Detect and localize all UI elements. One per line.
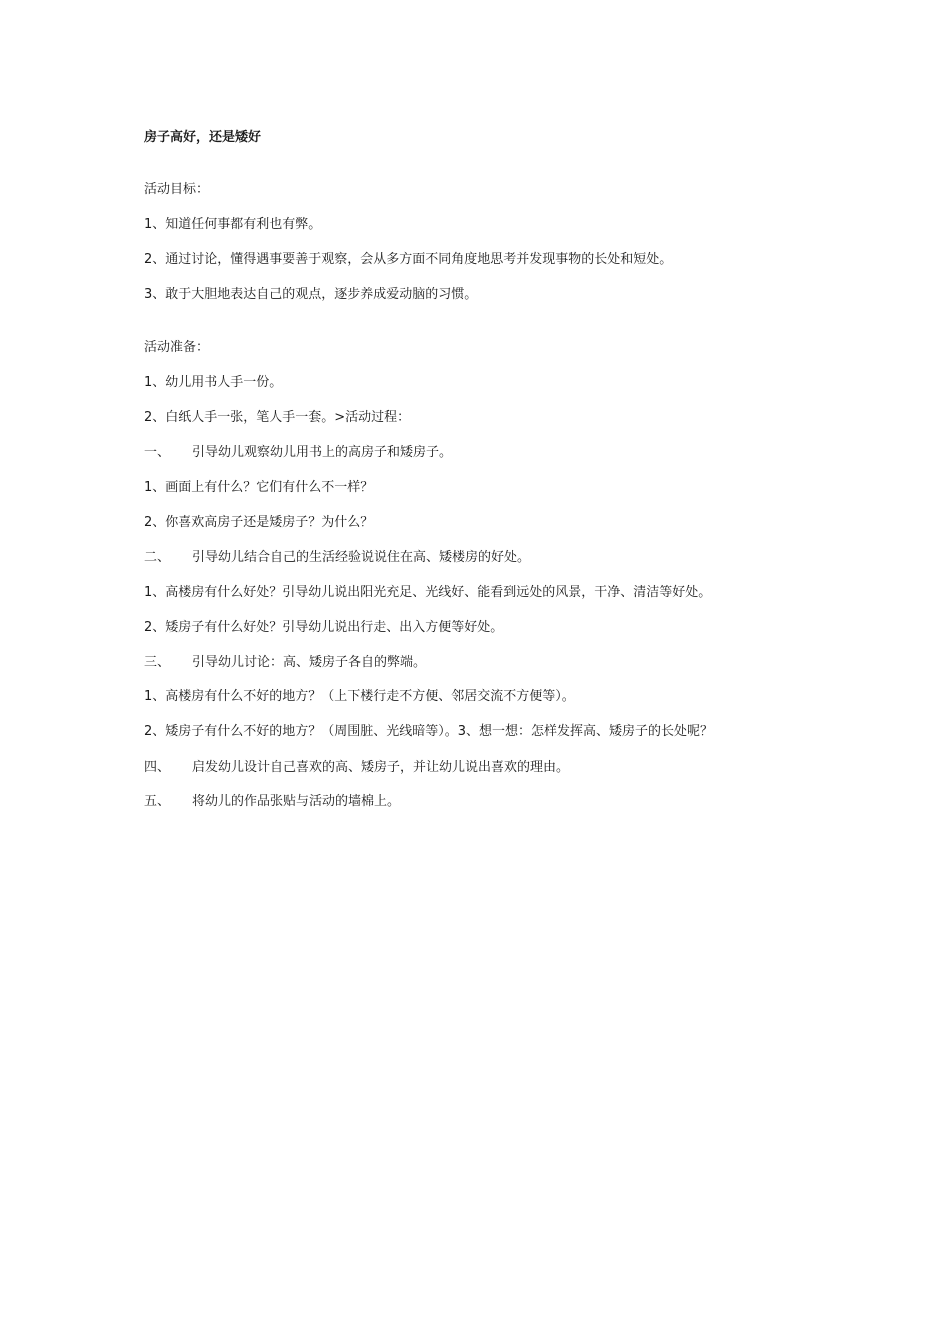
process-step-3 bbox=[144, 654, 426, 672]
preparation-item-1: 1、幼儿用书人手一份。 bbox=[144, 375, 283, 390]
process-substep: 2、矮房子有什么不好的地方？（周围脏、光线暗等）。3、想一想：怎样发挥高、矮房子的长处呢？ bbox=[144, 724, 714, 739]
preparation-heading: 活动准备： bbox=[144, 340, 210, 355]
goals-heading: 活动目标： bbox=[144, 182, 210, 197]
process-step-5 bbox=[144, 793, 400, 811]
goal-item-1: 1、知道任何事都有利也有弊。 bbox=[144, 217, 322, 232]
step-text: 引导幼儿结合自己的生活经验说说住在高、矮楼房的好处。 bbox=[192, 550, 531, 565]
goal-item-3: 3、敢于大胆地表达自己的观点，逐步养成爱动脑的习惯。 bbox=[144, 287, 478, 302]
step-number: 五、 bbox=[144, 794, 171, 809]
step-number: 三、 bbox=[144, 655, 171, 670]
process-step-4 bbox=[144, 759, 569, 777]
step-text: 引导幼儿观察幼儿用书上的高房子和矮房子。 bbox=[192, 445, 453, 460]
process-step-1 bbox=[144, 444, 452, 462]
step-number: 一、 bbox=[144, 445, 171, 460]
process-substep: 2、你喜欢高房子还是矮房子？为什么？ bbox=[144, 515, 374, 530]
process-substep: 1、高楼房有什么不好的地方？（上下楼行走不方便、邻居交流不方便等）。 bbox=[144, 689, 575, 704]
step-text: 引导幼儿讨论：高、矮房子各自的弊端。 bbox=[192, 655, 427, 670]
step-number: 二、 bbox=[144, 550, 171, 565]
step-number: 四、 bbox=[144, 760, 171, 775]
preparation-item-2: 2、白纸人手一张，笔人手一套。>活动过程： bbox=[144, 410, 411, 425]
document-title: 房子高好，还是矮好 bbox=[144, 130, 262, 145]
process-step-2 bbox=[144, 549, 530, 567]
process-substep: 2、矮房子有什么好处？引导幼儿说出行走、出入方便等好处。 bbox=[144, 620, 504, 635]
step-text: 启发幼儿设计自己喜欢的高、矮房子，并让幼儿说出喜欢的理由。 bbox=[192, 760, 570, 775]
goal-item-2: 2、通过讨论，懂得遇事要善于观察，会从多方面不同角度地思考并发现事物的长处和短处。 bbox=[144, 252, 673, 267]
process-substep: 1、高楼房有什么好处？引导幼儿说出阳光充足、光线好、能看到远处的风景，干净、清洁等好处。 bbox=[144, 585, 712, 600]
step-text: 将幼儿的作品张贴与活动的墙棉上。 bbox=[192, 794, 401, 809]
process-substep: 1、画面上有什么？它们有什么不一样？ bbox=[144, 480, 374, 495]
